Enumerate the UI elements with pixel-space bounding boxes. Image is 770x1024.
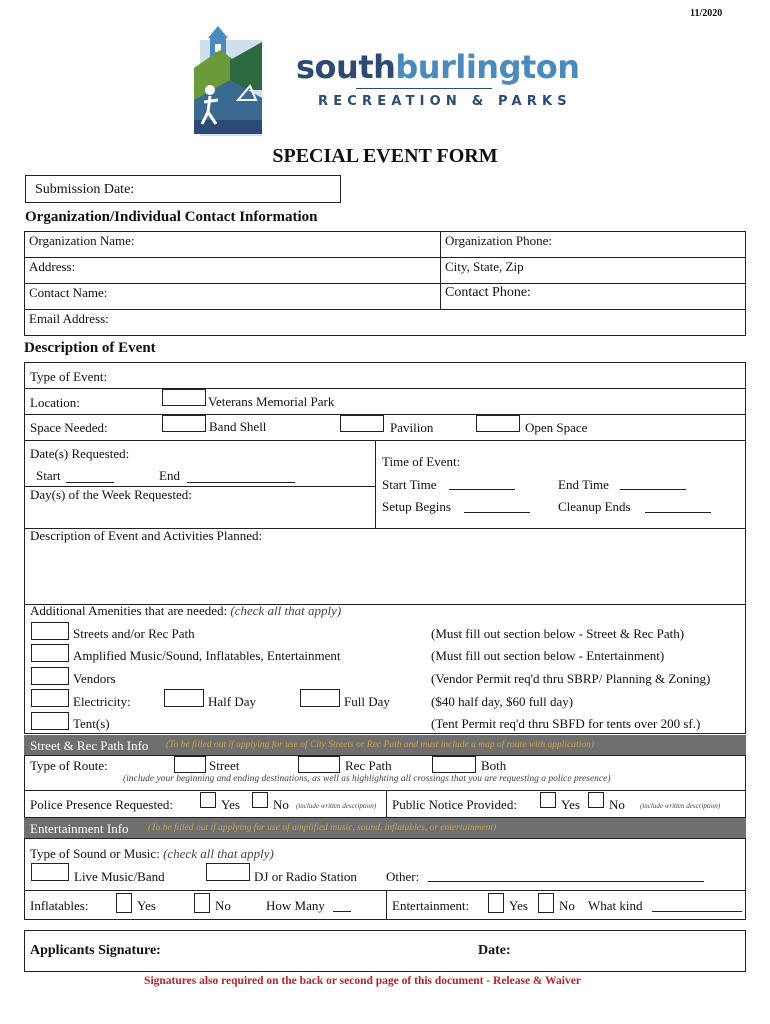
police-written-desc: (include written description) — [296, 802, 377, 810]
contact-phone-field[interactable]: Contact Phone: — [445, 285, 531, 300]
notice-yes-checkbox[interactable] — [540, 792, 556, 808]
brand-south: south — [296, 48, 396, 86]
how-many-input[interactable] — [333, 911, 351, 912]
route-street-label: Street — [209, 758, 240, 773]
time-of-event-label: Time of Event: — [382, 454, 461, 469]
end-time-input[interactable] — [620, 489, 686, 490]
start-time-input[interactable] — [449, 489, 515, 490]
address-field[interactable]: Address: — [29, 259, 76, 274]
row-divider — [24, 440, 746, 441]
amenities-heading-text: Additional Amenities that are needed: — [30, 603, 228, 618]
band-shell-label: Band Shell — [209, 419, 267, 434]
tents-checkbox[interactable] — [31, 712, 69, 730]
entertainment-note: (To be filled out if applying for use of amplified music, sound, inflatables, or entertainment) — [148, 823, 497, 833]
police-no-checkbox[interactable] — [252, 792, 268, 808]
sound-type-label: Type of Sound or Music: — [30, 846, 160, 861]
street-info-title: Street & Rec Path Info — [30, 738, 149, 753]
entertainment-yes-label: Yes — [509, 898, 528, 913]
location-label: Location: — [30, 395, 80, 410]
entertainment-no-label: No — [559, 898, 575, 913]
band-shell-checkbox[interactable] — [162, 415, 206, 432]
email-field[interactable]: Email Address: — [29, 311, 109, 326]
setup-begins-input[interactable] — [464, 512, 530, 513]
inflatables-no-checkbox[interactable] — [194, 893, 210, 913]
entertainment-no-checkbox[interactable] — [538, 893, 554, 913]
inflatables-yes-label: Yes — [137, 898, 156, 913]
half-day-label: Half Day — [208, 694, 257, 709]
streets-label: Streets and/or Rec Path — [73, 626, 195, 641]
row-divider — [24, 890, 746, 891]
description-field[interactable]: Description of Event and Activities Planned: — [30, 528, 263, 543]
form-title: SPECIAL EVENT FORM — [272, 145, 498, 167]
contact-col-divider — [440, 231, 441, 309]
start-date-input[interactable] — [66, 482, 114, 483]
end-time-label: End Time — [558, 477, 609, 492]
route-both-checkbox[interactable] — [432, 756, 476, 773]
notice-no-checkbox[interactable] — [588, 792, 604, 808]
inflatables-yes-checkbox[interactable] — [116, 893, 132, 913]
location-option-label: Veterans Memorial Park — [208, 394, 335, 409]
end-date-label: End — [159, 468, 180, 483]
sound-check-all: (check all that apply) — [163, 846, 274, 861]
event-heading: Description of Event — [24, 340, 156, 356]
dates-time-divider — [375, 440, 376, 528]
inflatables-no-label: No — [215, 898, 231, 913]
start-date-label: Start — [36, 468, 61, 483]
cleanup-ends-label: Cleanup Ends — [558, 499, 631, 514]
live-music-label: Live Music/Band — [74, 869, 165, 884]
police-notice-divider — [386, 790, 387, 818]
brand-wordmark — [296, 48, 580, 86]
pavilion-label: Pavilion — [390, 420, 434, 435]
half-day-checkbox[interactable] — [164, 689, 204, 707]
live-music-checkbox[interactable] — [31, 863, 69, 881]
police-label: Police Presence Requested: — [30, 797, 173, 812]
brand-subtitle: RECREATION & PARKS — [318, 94, 572, 109]
how-many-label: How Many — [266, 898, 325, 913]
type-of-event-field[interactable]: Type of Event: — [30, 369, 108, 384]
days-of-week-field[interactable]: Day(s) of the Week Requested: — [30, 487, 192, 502]
notice-no-label: No — [609, 797, 625, 812]
notice-yes-label: Yes — [561, 797, 580, 812]
notice-written-desc: (include written description) — [640, 802, 721, 810]
electricity-note: ($40 half day, $60 full day) — [431, 694, 574, 709]
entertainment-title: Entertainment Info — [30, 821, 129, 836]
applicant-signature-label: Applicants Signature: — [30, 943, 161, 958]
pavilion-checkbox[interactable] — [340, 415, 384, 432]
streets-checkbox[interactable] — [31, 622, 69, 640]
signature-date-label: Date: — [478, 943, 511, 958]
police-no-label: No — [273, 797, 289, 812]
vendors-note: (Vendor Permit req'd thru SBRP/ Planning & Zoning) — [431, 671, 711, 686]
other-label: Other: — [386, 869, 420, 884]
entertainment-label: Entertainment: — [392, 898, 470, 913]
tents-label: Tent(s) — [73, 716, 110, 731]
row-divider — [24, 388, 746, 389]
dj-radio-label: DJ or Radio Station — [254, 869, 357, 884]
electricity-checkbox[interactable] — [31, 689, 69, 707]
entertainment-yes-checkbox[interactable] — [488, 893, 504, 913]
contact-row-divider — [24, 257, 746, 258]
contact-heading: Organization/Individual Contact Information — [25, 209, 318, 225]
dj-radio-checkbox[interactable] — [206, 863, 250, 881]
start-time-label: Start Time — [382, 477, 437, 492]
music-checkbox[interactable] — [31, 644, 69, 662]
setup-begins-label: Setup Begins — [382, 499, 451, 514]
route-note: (include your beginning and ending destinations, as well as highlighting all crossings that you are requesting a police presence) — [123, 774, 611, 784]
type-of-route-label: Type of Route: — [30, 758, 108, 773]
vendors-label: Vendors — [73, 671, 116, 686]
submission-date-label: Submission Date: — [35, 182, 135, 197]
tents-note: (Tent Permit req'd thru SBFD for tents over 200 sf.) — [431, 716, 701, 731]
inflatables-divider — [386, 890, 387, 920]
contact-row-divider — [24, 309, 746, 310]
what-kind-input[interactable] — [652, 911, 742, 912]
vendors-checkbox[interactable] — [31, 667, 69, 685]
south-burlington-logo — [190, 20, 270, 138]
open-space-checkbox[interactable] — [476, 415, 520, 432]
open-space-label: Open Space — [525, 420, 588, 435]
date-code: 11/2020 — [690, 8, 723, 19]
city-state-zip-field[interactable]: City, State, Zip — [445, 259, 524, 274]
route-both-label: Both — [481, 758, 507, 773]
route-rec-path-label: Rec Path — [345, 758, 392, 773]
full-day-checkbox[interactable] — [300, 689, 340, 707]
music-label: Amplified Music/Sound, Inflatables, Entertainment — [73, 648, 341, 663]
public-notice-label: Public Notice Provided: — [392, 797, 517, 812]
sound-type-heading — [30, 846, 274, 862]
police-yes-checkbox[interactable] — [200, 792, 216, 808]
cleanup-ends-input[interactable] — [645, 512, 711, 513]
police-yes-label: Yes — [221, 797, 240, 812]
dates-requested-label: Date(s) Requested: — [30, 446, 130, 461]
location-checkbox[interactable] — [162, 389, 206, 406]
contact-name-field[interactable]: Contact Name: — [29, 285, 108, 300]
music-note: (Must fill out section below - Entertainment) — [431, 648, 665, 663]
row-divider — [24, 414, 746, 415]
brand-burlington: burlington — [395, 48, 580, 86]
inflatables-label: Inflatables: — [30, 898, 89, 913]
org-phone-field[interactable]: Organization Phone: — [445, 233, 552, 248]
full-day-label: Full Day — [344, 694, 390, 709]
space-needed-label: Space Needed: — [30, 420, 108, 435]
route-street-checkbox[interactable] — [174, 756, 206, 773]
amenities-heading-note: (check all that apply) — [230, 603, 342, 618]
streets-note: (Must fill out section below - Street & Rec Path) — [431, 626, 685, 641]
contact-row-divider — [24, 283, 746, 284]
what-kind-label: What kind — [588, 898, 643, 913]
route-rec-path-checkbox[interactable] — [298, 756, 340, 773]
signature-footer-note: Signatures also required on the back or second page of this document - Release & Waiver — [144, 975, 581, 987]
amenities-heading — [30, 603, 341, 619]
street-info-note: (To be filled out if applying for use of City Streets or Rec Path and must include a map of route with application) — [166, 740, 594, 750]
other-input[interactable] — [428, 881, 704, 882]
electricity-label: Electricity: — [73, 694, 131, 709]
row-divider — [24, 790, 746, 791]
org-name-field[interactable]: Organization Name: — [29, 233, 135, 248]
brand-divider — [356, 88, 492, 89]
end-date-input[interactable] — [187, 482, 295, 483]
